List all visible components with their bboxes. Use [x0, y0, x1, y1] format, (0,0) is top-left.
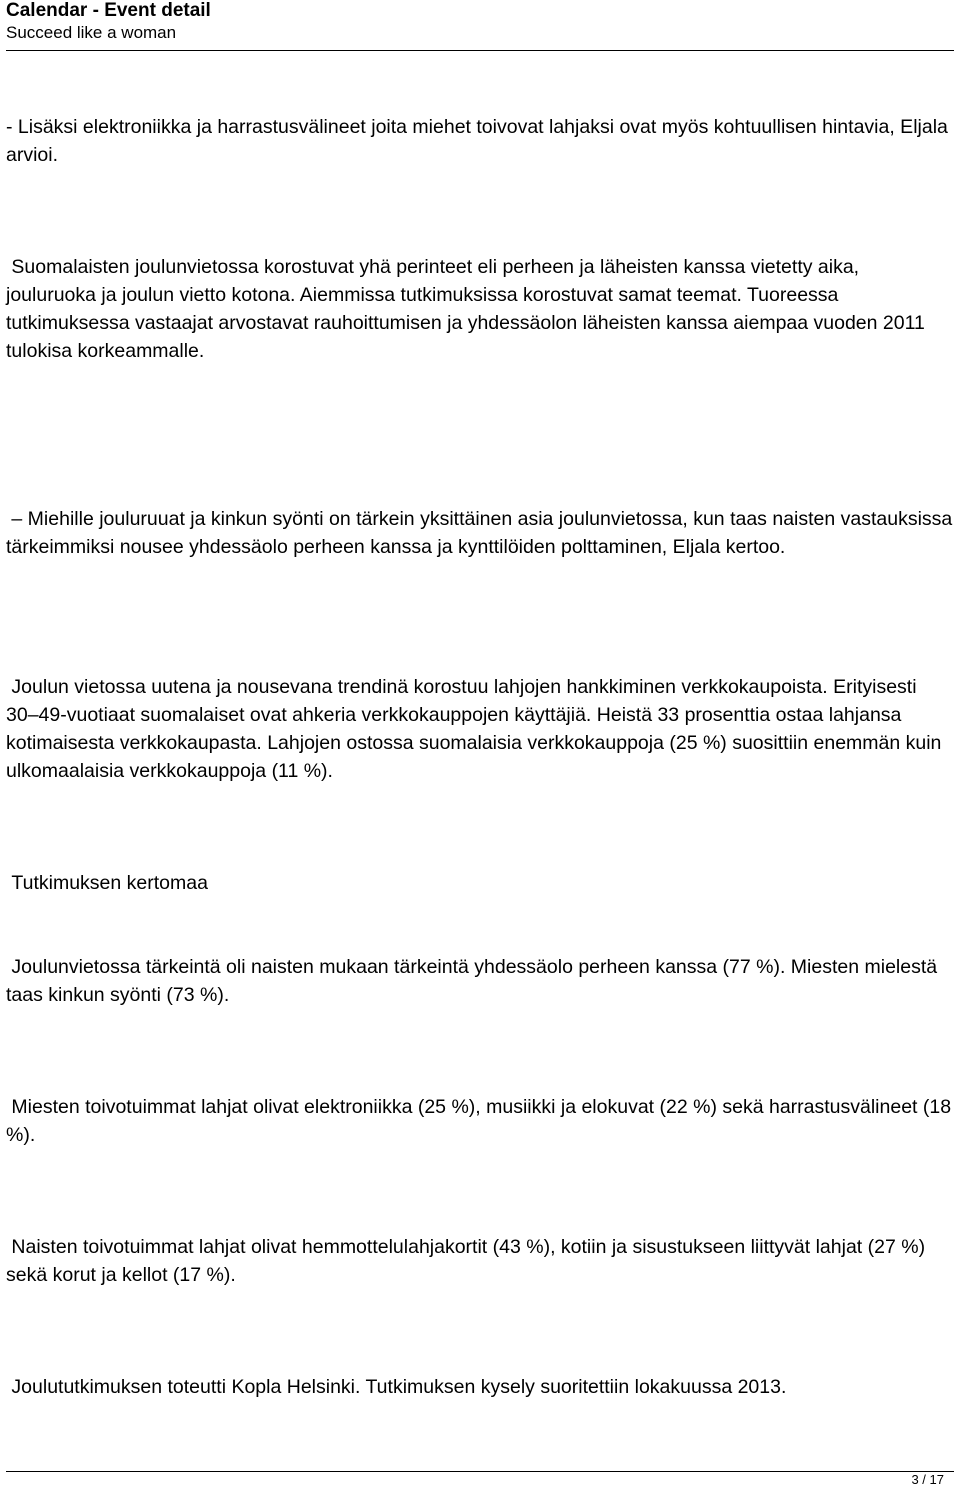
paragraph-online-shopping: Joulun vietossa uutena ja nousevana trendinä korostuu lahjojen hankkiminen verkkokaupoista. Erityisesti 30–49-vuotiaat suomalaiset ovat ahkeria verkkokauppojen käyttäjiä. Heistä 33 prosenttia ostaa lahjansa kotimaisesta verkkokaupasta. Lahjojen ostossa suomalaisia verkkokauppoja (25 %) suosittiin enemmän kuin ulkomaalaisia verkkokauppoja (11 %).: [6, 676, 947, 782]
paragraph-traditions: Suomalaisten joulunvietossa korostuvat yhä perinteet eli perheen ja läheisten kanssa vietetty aika, jouluruoka ja joulun vietto kotona. Aiemmissa tutkimuksissa korostuvat samat teemat. Tuoreessa tutkimuksessa vastaajat arvostavat rauhoittumisen ja yhdessäolon läheisten kanssa aiempaa vuoden 2011 tulokisa korkeammalle.: [6, 256, 931, 362]
paragraph-survey-credit: Joulututkimuksen toteutti Kopla Helsinki. Tutkimuksen kysely suoritettiin lokakuussa 2013.: [6, 1376, 787, 1398]
paragraph-women-gifts: Naisten toivotuimmat lahjat olivat hemmottelulahjakortit (43 %), kotiin ja sisustukseen liittyvät lahjat (27 %) sekä korut ja kellot (17 %).: [6, 1236, 931, 1286]
section-heading-findings: Tutkimuksen kertomaa: [6, 872, 208, 894]
paragraph-electronics-quote: - Lisäksi elektroniikka ja harrastusvälineet joita miehet toivovat lahjaksi ovat myös kohtuullisen hintavia, Eljala arvioi.: [6, 116, 954, 166]
paragraph-men-women-quote: – Miehille jouluruuat ja kinkun syönti on tärkein yksittäinen asia joulunvietossa, kun taas naisten vastauksissa tärkeimmiksi nousee yhdessäolo perheen kanssa ja kynttilöiden polttaminen, Eljala kertoo.: [6, 508, 958, 558]
header-subtitle: Succeed like a woman: [6, 23, 177, 42]
header-title: Calendar - Event detail: [6, 0, 211, 21]
footer-divider: [6, 1471, 954, 1472]
paragraph-most-important: Joulunvietossa tärkeintä oli naisten mukaan tärkeintä yhdessäolo perheen kanssa (77 %). Miesten mielestä taas kinkun syönti (73 %).: [6, 956, 943, 1006]
paragraph-men-gifts: Miesten toivotuimmat lahjat olivat elektroniikka (25 %), musiikki ja elokuvat (22 %) sekä harrastusvälineet (18 %).: [6, 1096, 957, 1146]
page-header: [6, 0, 954, 44]
header-divider: [6, 50, 954, 51]
page-number: 3 / 17: [911, 1472, 944, 1487]
